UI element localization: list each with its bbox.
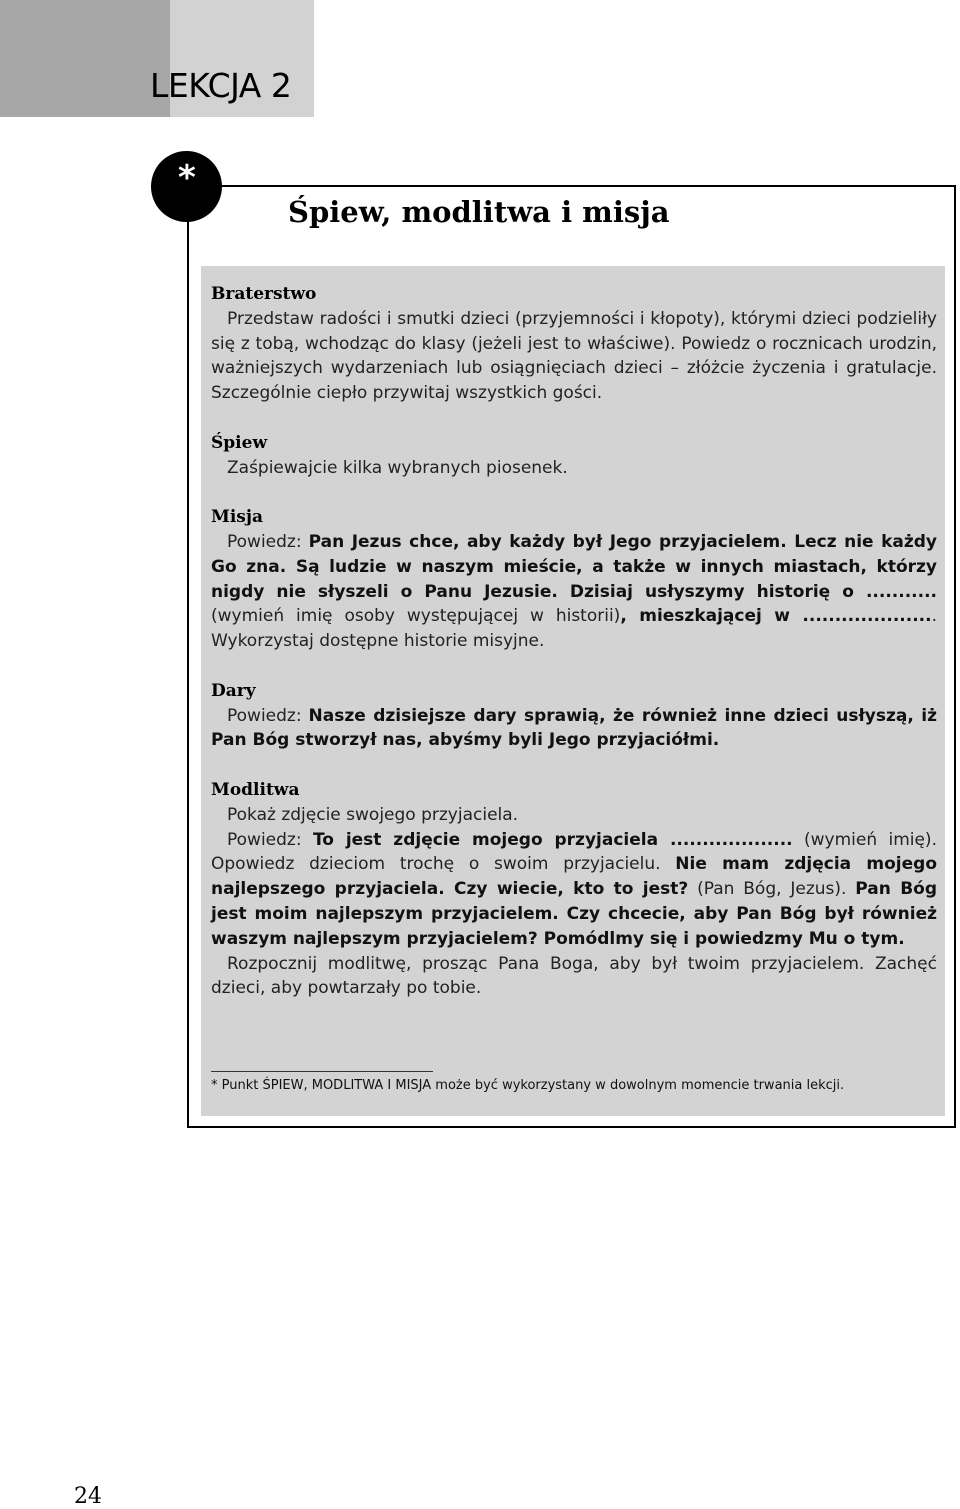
spiew-text: Zaśpiewajcie kilka wybranych piosenek. [227, 457, 568, 478]
dary-lead: Powiedz: [227, 705, 309, 726]
footnote: * Punkt ŚPIEW, MODLITWA I MISJA może być wykorzystany w dowolnym momencie trwania lekcji. [211, 1078, 845, 1093]
star-marker [151, 151, 222, 222]
modlitwa-lead: Powiedz: [227, 829, 313, 850]
misja-normal-1: (wymień imię osoby występującej w historii) [211, 606, 621, 627]
misja-text [211, 530, 937, 654]
header-block-dark [0, 0, 170, 117]
misja-bold-2: , mieszkającej w .................... [620, 606, 932, 627]
misja-bold-1: Pan Jezus chce, aby każdy był Jego przyjacielem. Lecz nie każdy Go zna. Są ludzie w naszym mieście, a także w innych miastach, którzy nigdy nie słyszeli o Panu Jezusie. Dzisiaj usłyszymy historię o ........... [211, 531, 938, 602]
modlitwa-text-1: Pokaż zdjęcie swojego przyjaciela. [227, 804, 519, 825]
misja-heading: Misja [211, 507, 264, 528]
footnote-divider [211, 1071, 433, 1072]
lesson-title: LEKCJA 2 [150, 66, 292, 105]
section-title: Śpiew, modlitwa i misja [288, 195, 670, 229]
modlitwa-text-3: Rozpocznij modlitwę, prosząc Pana Boga, aby był twoim przyjacielem. Zachęć dzieci, aby powtarzały po tobie. [211, 953, 937, 999]
page-number: 24 [74, 1484, 102, 1509]
misja-normal-2: . Wykorzystaj dostępne historie misyjne. [211, 606, 937, 652]
asterisk-icon: * [178, 158, 196, 198]
braterstwo-text: Przedstaw radości i smutki dzieci (przyjemności i kłopoty), którymi dzieci podzieliły się z tobą, wchodząc do klasy (jeżeli jest to właściwe). Powiedz o rocznicach urodzin, ważniejszych wydarzeniach lub osiągnięciach dzieci – złóżcie życzenia i gratulacje. Szczególnie ciepło przywitaj wszystkich gości. [211, 308, 937, 404]
modlitwa-heading: Modlitwa [211, 779, 300, 800]
modlitwa-text-2 [211, 828, 937, 952]
misja-lead: Powiedz: [227, 531, 309, 552]
modlitwa-normal-1: (wymień imię). Opowiedz dzieciom trochę o swoim przyjacielu. [211, 829, 937, 875]
activity-content [211, 282, 937, 1001]
modlitwa-normal-2: (Pan Bóg, Jezus). [688, 879, 856, 900]
dary-heading: Dary [211, 680, 256, 701]
modlitwa-bold-3: Pan Bóg jest moim najlepszym przyjacielem. Czy chcecie, aby Pan Bóg był również waszym najlepszym przyjacielem? Pomódlmy się i powiedzmy Mu o tym. [211, 879, 938, 949]
dary-text [211, 704, 937, 754]
braterstwo-heading: Braterstwo [211, 284, 317, 304]
modlitwa-bold-2: Nie mam zdjęcia mojego najlepszego przyjaciela. Czy wiecie, kto to jest? [211, 854, 937, 900]
modlitwa-bold-1: To jest zdjęcie mojego przyjaciela ................... [312, 829, 793, 850]
spiew-heading: Śpiew [211, 432, 268, 453]
dary-bold-1: Nasze dzisiejsze dary sprawią, że również inne dzieci usłyszą, iż Pan Bóg stworzył nas, abyśmy byli Jego przyjaciółmi. [211, 705, 937, 751]
